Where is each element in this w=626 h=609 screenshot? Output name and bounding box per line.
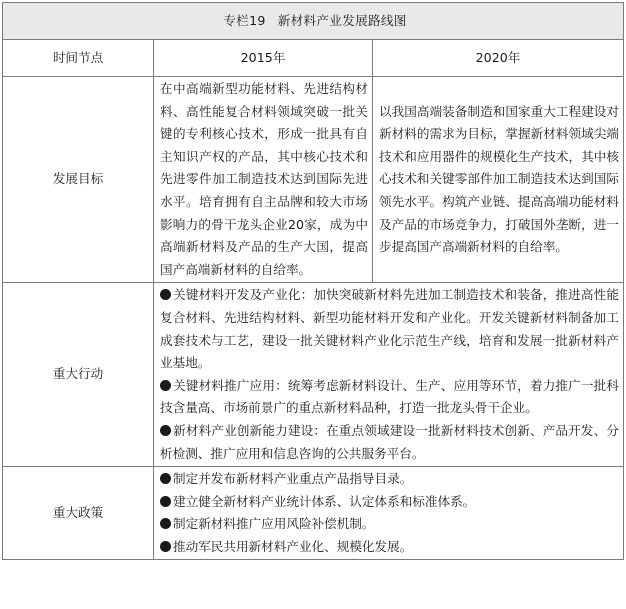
list-item	[160, 536, 619, 559]
row-goals	[3, 77, 624, 283]
bullet-icon	[160, 496, 171, 507]
bullet-icon	[160, 473, 171, 484]
policies-cell	[154, 467, 624, 560]
list-item	[160, 513, 619, 536]
title-row	[3, 3, 624, 40]
bullet-icon	[160, 518, 171, 529]
list-item	[160, 284, 619, 374]
bullet-icon	[160, 425, 171, 436]
title-prefix: 专栏19	[223, 12, 266, 28]
list-item-text: 制定并发布新材料产业重点产品指导目录。	[173, 471, 413, 487]
row-label-goals: 发展目标	[3, 77, 154, 283]
roadmap-table	[2, 2, 624, 560]
list-item	[160, 491, 619, 514]
row-label-actions: 重大行动	[3, 283, 154, 467]
goals-2015-text: 在中高端新型功能材料、先进结构材料、高性能复合材料领域突破一批关键的专利核心技术，形成一批具有自主知识产权的产品，其中核心技术和先进零件加工制造技术达到国际先进水平。培育拥有自主品牌和较大市场影响力的骨干龙头企业20家，成为中高端新材料及产品的生产大国，提高国产高端新材料的自给率。	[154, 77, 373, 283]
actions-list	[160, 284, 619, 465]
table-title	[3, 3, 624, 40]
policies-list	[160, 468, 619, 558]
bullet-icon	[160, 380, 171, 391]
goals-2020-text: 以我国高端装备制造和国家重大工程建设对新材料的需求为目标，掌握新材料领域尖端技术和应用器件的规模化生产技术，其中核心技术和关键零部件加工制造技术达到国际领先水平。构筑产业链、提高高端功能材料及产品的市场竞争力，打破国外垄断，进一步提高国产高端新材料的自给率。	[373, 77, 624, 283]
list-item	[160, 468, 619, 491]
list-item-text: 新材料产业创新能力建设：在重点领域建设一批新材料技术创新、产品开发、分析检测、推广应用和信息咨询的公共服务平台。	[160, 422, 619, 461]
list-item-text: 关键材料开发及产业化：加快突破新材料先进加工制造技术和装备，推进高性能复合材料、先进结构材料、新型功能材料开发和产业化。开发关键新材料制备加工成套技术与工艺，建设一批关键材料产业化示范生产线，培育和发展一批新材料产业基地。	[160, 287, 619, 371]
list-item-text: 推动军民共用新材料产业化、规模化发展。	[173, 538, 413, 554]
bullet-icon	[160, 541, 171, 552]
list-item-text: 建立健全新材料产业统计体系、认定体系和标准体系。	[173, 493, 476, 509]
column-header-2015: 2015年	[154, 40, 373, 77]
row-policies	[3, 467, 624, 560]
title-text: 新材料产业发展路线图	[277, 12, 407, 28]
header-row	[3, 40, 624, 77]
actions-cell	[154, 283, 624, 467]
column-header-time-node: 时间节点	[3, 40, 154, 77]
bullet-icon	[160, 289, 171, 300]
row-actions	[3, 283, 624, 467]
list-item	[160, 420, 619, 465]
column-header-2020: 2020年	[373, 40, 624, 77]
list-item-text: 制定新材料推广应用风险补偿机制。	[173, 516, 375, 532]
list-item	[160, 375, 619, 420]
list-item-text: 关键材料推广应用：统筹考虑新材料设计、生产、应用等环节，着力推广一批科技含量高、市场前景广的重点新材料品种，打造一批龙头骨干企业。	[160, 377, 619, 416]
row-label-policies: 重大政策	[3, 467, 154, 560]
